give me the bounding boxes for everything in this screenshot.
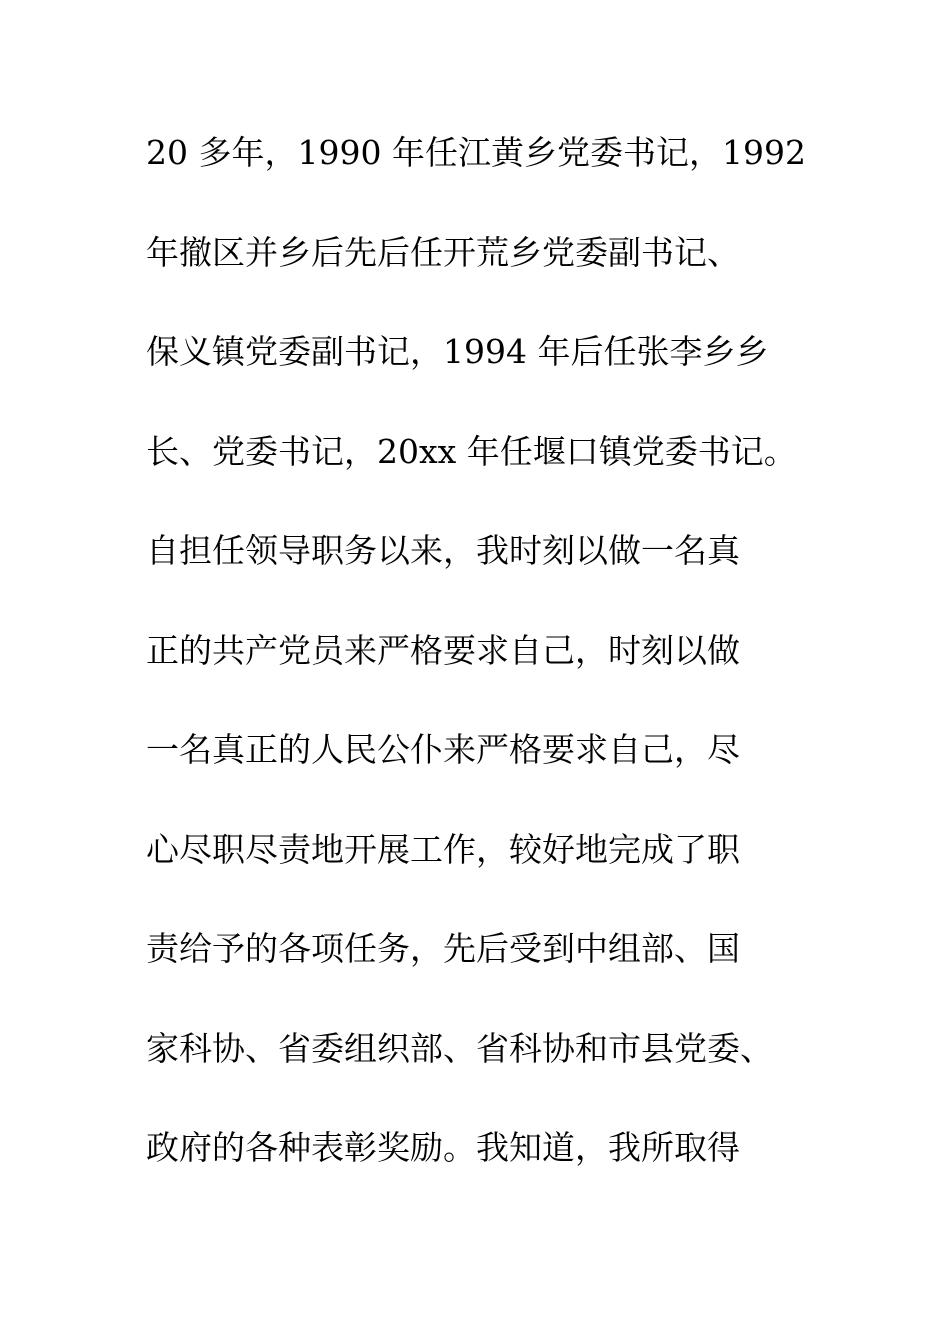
- text-line-1: 20 多年，1990 年任江黄乡党委书记，1992: [146, 133, 806, 172]
- text-line-2: 年撤区并乡后先后任开荒乡党委副书记、: [146, 232, 740, 272]
- text-line-7: 一名真正的人民公仆来严格要求自己，尽: [146, 730, 740, 769]
- text-line-10: 家科协、省委组织部、省科协和市县党委、: [146, 1028, 773, 1068]
- text-line-3: 保义镇党委副书记，1994 年后任张李乡乡: [146, 332, 769, 371]
- text-line-8: 心尽职尽责地开展工作，较好地完成了职: [146, 829, 740, 869]
- text-line-5: 自担任领导职务以来，我时刻以做一名真: [146, 531, 740, 570]
- text-line-6: 正的共产党员来严格要求自己，时刻以做: [146, 630, 740, 670]
- text-line-4: 长、党委书记，20xx 年任堰口镇党委书记。: [146, 431, 797, 471]
- text-line-11: 政府的各种表彰奖励。我知道，我所取得: [146, 1128, 740, 1167]
- text-line-9: 责给予的各项任务，先后受到中组部、国: [146, 929, 740, 968]
- body-text: [146, 126, 826, 1221]
